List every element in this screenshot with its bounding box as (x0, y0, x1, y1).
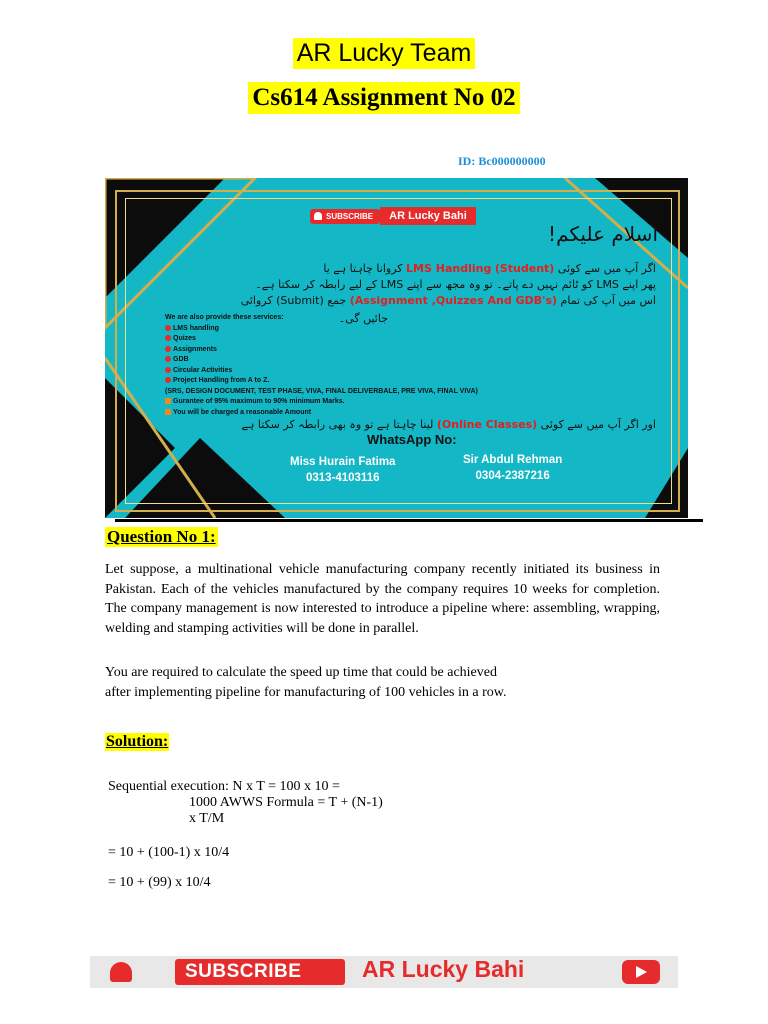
service-item: Assignments (165, 345, 478, 356)
service-item: Circular Activities (165, 366, 478, 377)
urdu-line-3 (241, 294, 656, 307)
question-paragraph-2-line-2: after implementing pipeline for manufacturing of 100 vehicles in a row. (105, 684, 507, 700)
urdu-online-line (242, 418, 656, 431)
bell-icon (314, 212, 322, 220)
urdu-line-2: پھر اپنے LMS کو ٹائم نہیں دے پاتے۔ تو وہ مجھ سے اپنے LMS کے لیے رابطہ کر سکتا ہے۔ (255, 278, 656, 291)
footer-subscribe-button[interactable] (175, 959, 345, 985)
urdu-line-1-pre: اگر آپ میں سے کوئی (557, 262, 656, 275)
charge-line: You will be charged a reasonable Amount (165, 408, 478, 419)
solution-line-4: = 10 + (100-1) x 10/4 (108, 845, 230, 860)
urdu-line-1 (323, 262, 656, 275)
services-intro: We are also provide these services: (165, 314, 284, 321)
contact-2 (463, 452, 562, 484)
footer-channel-name: AR Lucky Bahi (362, 956, 525, 982)
urdu-line-3-post: جمع (Submit) کروائی (240, 294, 347, 307)
footer-subscribe-label: SUBSCRIBE (185, 961, 302, 982)
divider (115, 519, 703, 522)
subscribe-row (310, 206, 476, 226)
subscribe-label: SUBSCRIBE (326, 211, 374, 221)
solution-line-5: = 10 + (99) x 10/4 (108, 875, 211, 890)
solution-line-1: Sequential execution: N x T = 100 x 10 = (108, 779, 340, 794)
urdu-greeting: اسلام علیکم! (548, 222, 658, 246)
question-heading: Question No 1: (107, 527, 216, 546)
promo-banner (105, 178, 688, 518)
guarantee-line: Gurantee of 95% maximum to 90% minimum Marks. (165, 397, 478, 408)
assignment-title: Cs614 Assignment No 02 (248, 82, 519, 114)
service-item: Quizes (165, 334, 478, 345)
services-detail: (SRS, DESIGN DOCUMENT, TEST PHASE, VIVA, FINAL DELIVERBALE, PRE VIVA, FINAL VIVA) (165, 387, 478, 395)
service-item: Project Handling from A to Z. (165, 376, 478, 387)
channel-name: AR Lucky Bahi (380, 207, 476, 225)
urdu-online-red: (Online Classes) (436, 418, 538, 431)
contact-1 (290, 454, 395, 486)
contact-1-name: Miss Hurain Fatima (290, 456, 396, 468)
urdu-online-post: لینا چاہتا ہے تو وہ بھی رابطہ کر سکتا ہے (241, 418, 434, 431)
subscribe-button[interactable] (310, 209, 380, 224)
urdu-line-3-red: (Assignment ,Quizzes And GDB's) (349, 294, 558, 307)
team-title-row (0, 38, 768, 69)
youtube-play-icon[interactable] (622, 960, 660, 984)
contact-2-phone: 0304-2387216 (475, 470, 550, 482)
whatsapp-label: WhatsApp No: (367, 432, 457, 447)
urdu-line-1-post: کروانا چاہتا ہے یا (323, 262, 403, 275)
solution-line-2: 1000 AWWS Formula = T + (N-1) (189, 795, 383, 810)
solution-line-3: x T/M (189, 811, 225, 826)
team-title: AR Lucky Team (293, 38, 476, 69)
question-paragraph-2-line-1: You are required to calculate the speed up time that could be achieved (105, 665, 497, 680)
contact-1-phone: 0313-4103116 (305, 472, 380, 484)
services-list (165, 313, 478, 418)
urdu-line-4: جائیں گی۔ (338, 312, 388, 325)
solution-heading: Solution: (106, 733, 169, 750)
service-item: LMS handling (165, 324, 478, 335)
service-item: GDB (165, 355, 478, 366)
contact-2-name: Sir Abdul Rehman (463, 454, 563, 466)
urdu-online-pre: اور اگر آپ میں سے کوئی (540, 418, 656, 431)
urdu-line-1-student: (Student) (494, 262, 555, 275)
bell-icon (110, 962, 132, 982)
question-paragraph-2 (105, 663, 660, 702)
footer-banner (90, 956, 678, 988)
urdu-line-1-red: LMS Handling (406, 262, 492, 275)
urdu-line-3-pre: اس میں آپ کی تمام (560, 294, 656, 307)
question-paragraph-1: Let suppose, a multinational vehicle manufacturing company recently initiated its business in Pakistan. Each of the vehicles manufactured by the company requires 10 weeks for completion. The company management is now interested to introduce a pipeline where: assembling, wrapping, welding and stamping activities will be done in parallel. (105, 562, 660, 636)
student-id: ID: Bc000000000 (458, 154, 546, 168)
assignment-title-row (0, 82, 768, 114)
